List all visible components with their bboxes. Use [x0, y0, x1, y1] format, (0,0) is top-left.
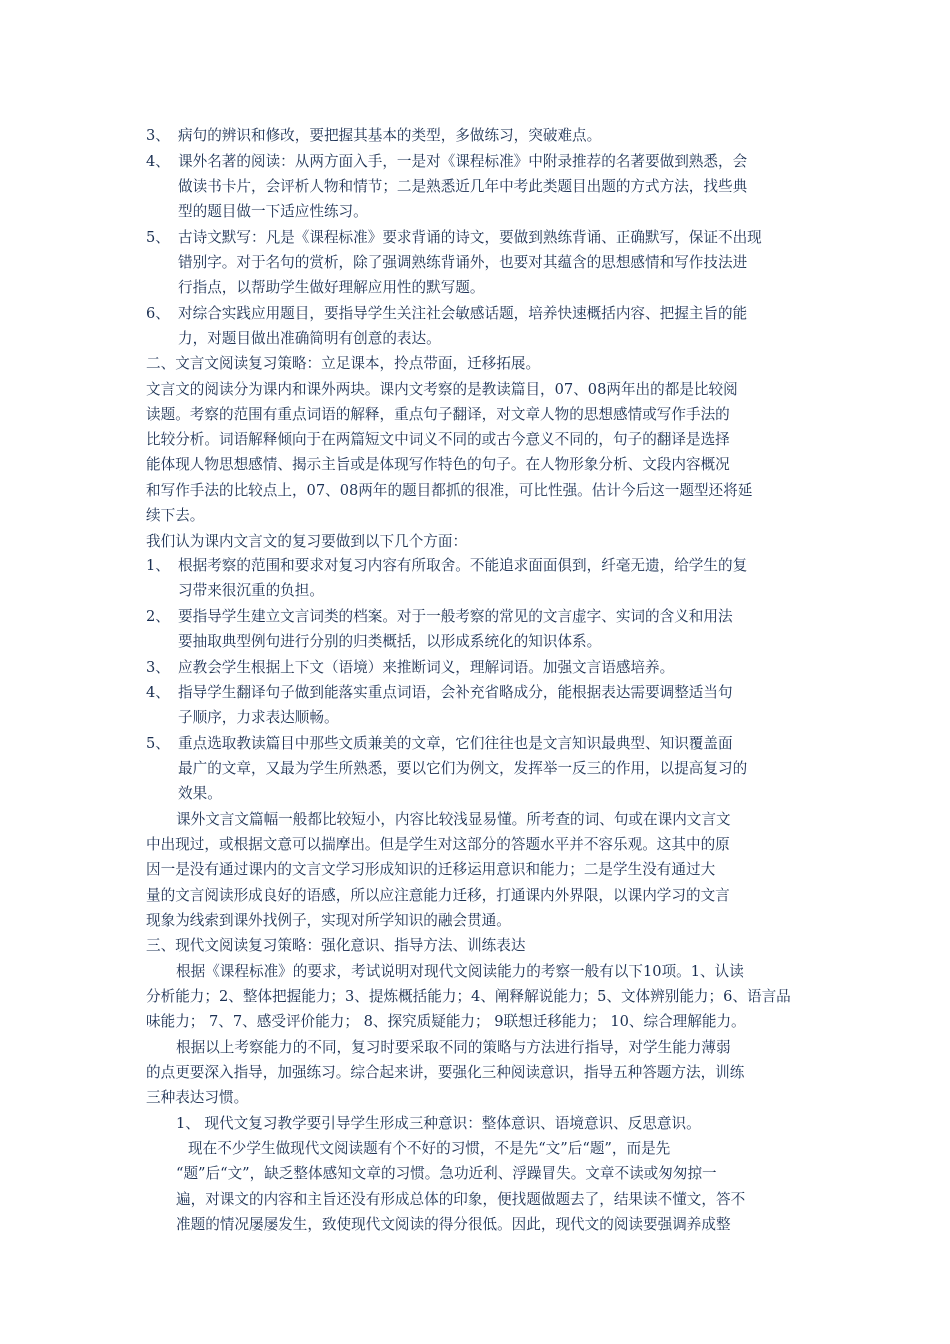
- list-item-6-line-2: 力，对题目做出准确简明有创意的表达。: [178, 330, 441, 347]
- list-number: 3、: [146, 127, 170, 144]
- list-item-text: 病句的辨识和修改，要把握其基本的类型，多做练习，突破难点。: [178, 127, 602, 144]
- paragraph-line: 中出现过，或根据文意可以揣摩出。但是学生对这部分的答题水平并不容乐观。这其中的原: [146, 836, 730, 853]
- list-item-text: 根据考察的范围和要求对复习内容有所取舍。不能追求面面俱到，纤毫无遗，给学生的复: [178, 557, 748, 574]
- paragraph-line: 分析能力；2、整体把握能力；3、提炼概括能力；4、阐释解说能力；5、文体辨别能力；6、语言品: [146, 988, 791, 1005]
- list-item-text: 应教会学生根据上下文（语境）来推断词义，理解词语。加强文言语感培养。: [178, 659, 675, 676]
- list-item-4b-line-1: [146, 681, 826, 705]
- section-heading-2: 二、文言文阅读复习策略：立足课本，拎点带面，迁移拓展。: [146, 355, 541, 372]
- list-item-text: 课外名著的阅读：从两方面入手，一是对《课程标准》中附录推荐的名著要做到熟悉，会: [178, 153, 748, 170]
- paragraph-line: 准题的情况屡屡发生，致使现代文阅读的得分很低。因此，现代文的阅读要强调养成整: [176, 1216, 731, 1233]
- paragraph-line: 量的文言阅读形成良好的语感，所以应注意能力迁移，打通课内外界限，以课内学习的文言: [146, 887, 730, 904]
- list-item-2-line-2: 要抽取典型例句进行分别的归类概括，以形成系统化的知识体系。: [178, 633, 602, 650]
- paragraph-line: 根据以上考察能力的不同，复习时要采取不同的策略与方法进行指导，对学生能力薄弱: [176, 1039, 731, 1056]
- list-item-text: 重点选取教读篇目中那些文质兼美的文章，它们往往也是文言知识最典型、知识覆盖面: [178, 735, 733, 752]
- paragraph-line: 味能力； 7、7、感受评价能力； 8、探究质疑能力； 9联想迁移能力； 10、综合理解能力。: [146, 1013, 746, 1030]
- paragraph-line: 比较分析。词语解释倾向于在两篇短文中词义不同的或古今意义不同的，句子的翻译是选择: [146, 431, 730, 448]
- list-item-5b-line-1: [146, 732, 826, 756]
- list-item-5-line-2: 错别字。对于名句的赏析，除了强调熟练背诵外，也要对其蕴含的思想感情和写作技法进: [178, 254, 748, 271]
- paragraph-line: 的点更要深入指导，加强练习。综合起来讲，要强化三种阅读意识，指导五种答题方法，训练: [146, 1064, 745, 1081]
- list-item-5b-line-2: 最广的文章，又最为学生所熟悉，要以它们为例文，发挥举一反三的作用，以提高复习的: [178, 760, 748, 777]
- list-item-1-line-1: [146, 554, 826, 578]
- list-number: 4、: [146, 153, 170, 170]
- list-number: 5、: [146, 735, 170, 752]
- paragraph-line: 课外文言文篇幅一般都比较短小，内容比较浅显易懂。所考查的词、句或在课内文言文: [176, 811, 731, 828]
- paragraph-line: 因一是没有通过课内的文言文学习形成知识的迁移运用意识和能力；二是学生没有通过大: [146, 861, 716, 878]
- paragraph-line: 读题。考察的范围有重点词语的解释，重点句子翻译，对文章人物的思想感情或写作手法的: [146, 406, 730, 423]
- list-item-4-line-3: 型的题目做一下适应性练习。: [178, 203, 368, 220]
- paragraph-line: 三种表达习惯。: [146, 1089, 249, 1106]
- section-heading-3: 三、现代文阅读复习策略：强化意识、指导方法、训练表达: [146, 937, 526, 954]
- paragraph-line: 和写作手法的比较点上，07、08两年的题目都抓的很准，可比性强。估计今后这一题型还将延: [146, 482, 753, 499]
- list-number: 5、: [146, 229, 170, 246]
- list-item-5-line-1: [146, 226, 826, 250]
- paragraph-line: 根据《课程标准》的要求，考试说明对现代文阅读能力的考察一般有以下10项。1、认读: [176, 963, 744, 980]
- list-item-4-line-1: [146, 150, 826, 174]
- list-number: 2、: [146, 608, 170, 625]
- list-number: 6、: [146, 305, 170, 322]
- paragraph-line: 现象为线索到课外找例子，实现对所学知识的融会贯通。: [146, 912, 511, 929]
- list-item-text: 对综合实践应用题目，要指导学生关注社会敏感话题，培养快速概括内容、把握主旨的能: [178, 305, 748, 322]
- paragraph-line: 续下去。: [146, 507, 205, 524]
- list-item-2-line-1: [146, 605, 826, 629]
- paragraph-line: 遍，对课文的内容和主旨还没有形成总体的印象，便找题做题去了，结果读不懂文，答不: [176, 1191, 746, 1208]
- list-item-4b-line-2: 子顺序，力求表达顺畅。: [178, 709, 339, 726]
- subheading-line: 1、 现代文复习教学要引导学生形成三种意识：整体意识、语境意识、反思意识。: [176, 1115, 701, 1132]
- list-number: 3、: [146, 659, 170, 676]
- list-item-text: 古诗文默写：凡是《课程标准》要求背诵的诗文，要做到熟练背诵、正确默写，保证不出现: [178, 229, 762, 246]
- list-item-3b-line-1: [146, 656, 826, 680]
- list-item-text: 要指导学生建立文言词类的档案。对于一般考察的常见的文言虚字、实词的含义和用法: [178, 608, 733, 625]
- list-number: 1、: [146, 557, 170, 574]
- list-item-4-line-2: 做读书卡片，会评析人物和情节；二是熟悉近几年中考此类题目出题的方式方法，找些典: [178, 178, 748, 195]
- paragraph-line: 能体现人物思想感情、揭示主旨或是体现写作特色的句子。在人物形象分析、文段内容概况: [146, 456, 730, 473]
- paragraph-line: 我们认为课内文言文的复习要做到以下几个方面：: [146, 533, 468, 550]
- paragraph-line: “题”后“文”，缺乏整体感知文章的习惯。急功近利、浮躁冒失。文章不读或匆匆掠一: [176, 1165, 717, 1182]
- list-item-6-line-1: [146, 302, 826, 326]
- list-item-5b-line-3: 效果。: [178, 785, 222, 802]
- list-item-text: 指导学生翻译句子做到能落实重点词语，会补充省略成分，能根据表达需要调整适当句: [178, 684, 733, 701]
- paragraph-line: 文言文的阅读分为课内和课外两块。课内文考察的是教读篇目，07、08两年出的都是比较阅: [146, 381, 738, 398]
- list-item-3-line-1: [146, 124, 826, 148]
- list-item-1-line-2: 习带来很沉重的负担。: [178, 582, 324, 599]
- list-number: 4、: [146, 684, 170, 701]
- paragraph-line: 现在不少学生做现代文阅读题有个不好的习惯，不是先“文”后“题”，而是先: [188, 1140, 671, 1157]
- list-item-5-line-3: 行指点，以帮助学生做好理解应用性的默写题。: [178, 279, 485, 296]
